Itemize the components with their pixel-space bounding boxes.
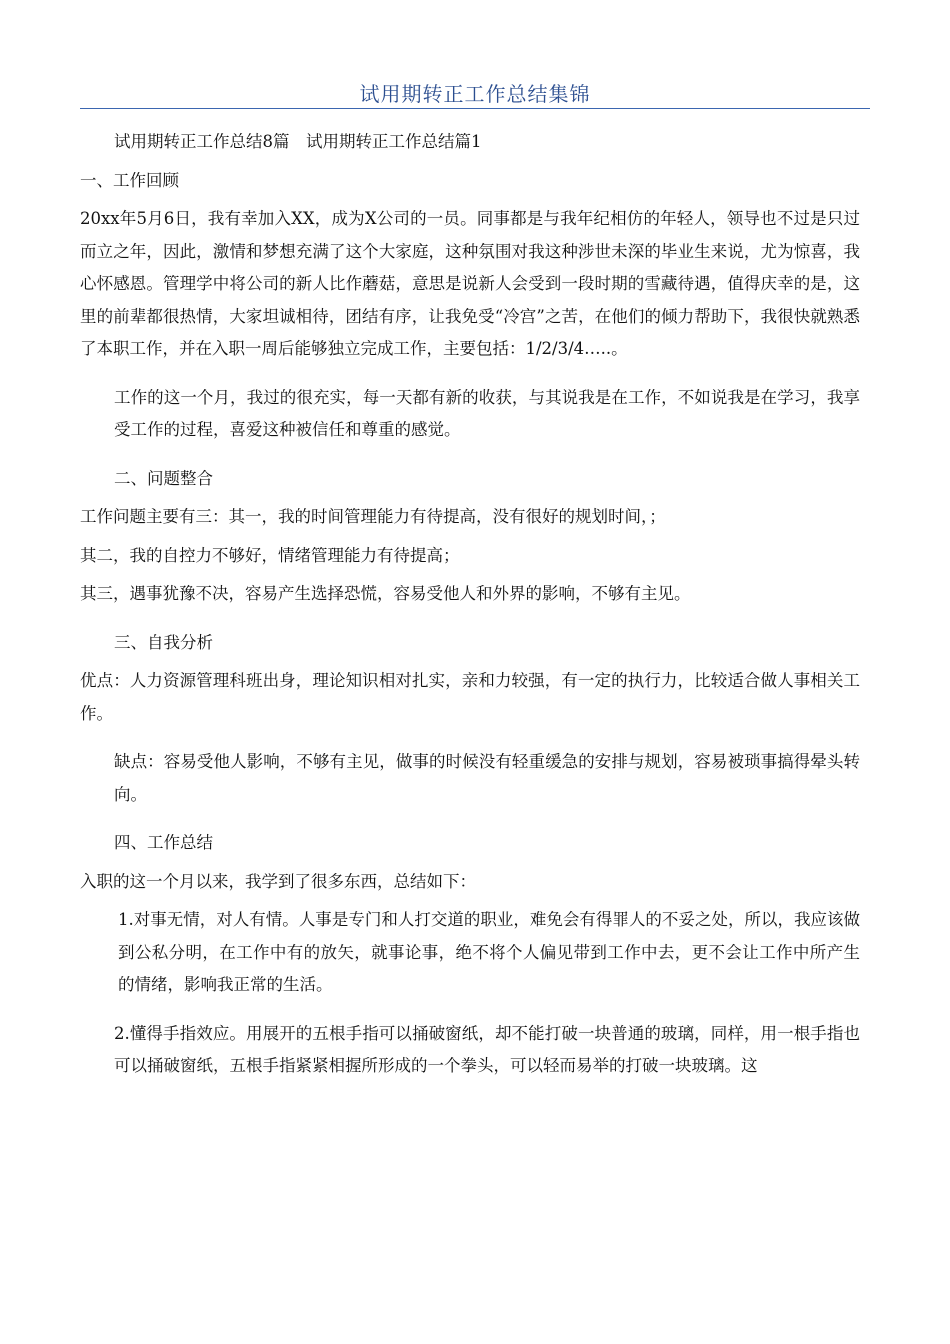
paragraph-problems-1: 工作问题主要有三：其一，我的时间管理能力有待提高，没有很好的规划时间，； [80, 507, 666, 526]
section-heading-review: 一、工作回顾 [80, 170, 179, 190]
paragraph-problems-2: 其二，我的自控力不够好，情绪管理能力有待提高； [80, 545, 460, 565]
section-heading-summary: 四、工作总结 [114, 833, 213, 852]
paragraph-review-2: 工作的这一个月，我过的很充实，每一天都有新的收获，与其说我是在工作，不如说我是在学习，我享受工作的过程，喜爱这种被信任和尊重的感觉。 [114, 387, 860, 439]
paragraph-problems-3: 其三，遇事犹豫不决，容易产生选择恐慌，容易受他人和外界的影响，不够有主见。 [80, 584, 691, 603]
paragraph-strengths: 优点：人力资源管理科班出身，理论知识相对扎实，亲和力较强，有一定的执行力，比较适合做人事相关工作。 [80, 671, 860, 723]
document-body [80, 126, 860, 1083]
title-underline [80, 108, 870, 109]
document-title: 试用期转正工作总结集锦 [359, 82, 591, 106]
paragraph-review-1: 20xx年5月6日，我有幸加入XX，成为X公司的一员。同事都是与我年纪相仿的年轻人，领导也不过是只过而立之年，因此，激情和梦想充满了这个大家庭，这种氛围对我这种涉世未深的毕业生来说，尤为惊喜，我心怀感恩。管理学中将公司的新人比作蘑菇，意思是说新人会受到一段时期的雪藏待遇，值得庆幸的是，这里的前辈都很热情，大家坦诚相待，团结有序，让我免受“冷宫”之苦，在他们的倾力帮助下，我很快就熟悉了本职工作，并在入职一周后能够独立完成工作，主要包括：1/2/3/4…..。 [80, 209, 860, 358]
paragraph-summary-intro: 入职的这一个月以来，我学到了很多东西，总结如下： [80, 871, 476, 891]
paragraph-weaknesses: 缺点：容易受他人影响，不够有主见，做事的时候没有轻重缓急的安排与规划，容易被琐事搞得晕头转向。 [114, 752, 860, 804]
section-heading-self-analysis: 三、自我分析 [114, 632, 213, 652]
list-item-summary-2: 2.懂得手指效应。用展开的五根手指可以捅破窗纸，却不能打破一块普通的玻璃，同样，用一根手指也可以捅破窗纸，五根手指紧紧相握所形成的一个拳头，可以轻而易举的打破一块玻璃。这 [114, 1023, 860, 1075]
list-item-summary-1: 1.对事无情，对人有情。人事是专门和人打交道的职业，难免会有得罪人的不妥之处，所以，我应该做到公私分明，在工作中有的放矢，就事论事，绝不将个人偏见带到工作中去，更不会让工作中所产生的情绪，影响我正常的生活。 [118, 910, 860, 994]
document-subtitle: 试用期转正工作总结8篇 试用期转正工作总结篇1 [114, 132, 482, 151]
section-heading-problems: 二、问题整合 [114, 468, 213, 488]
